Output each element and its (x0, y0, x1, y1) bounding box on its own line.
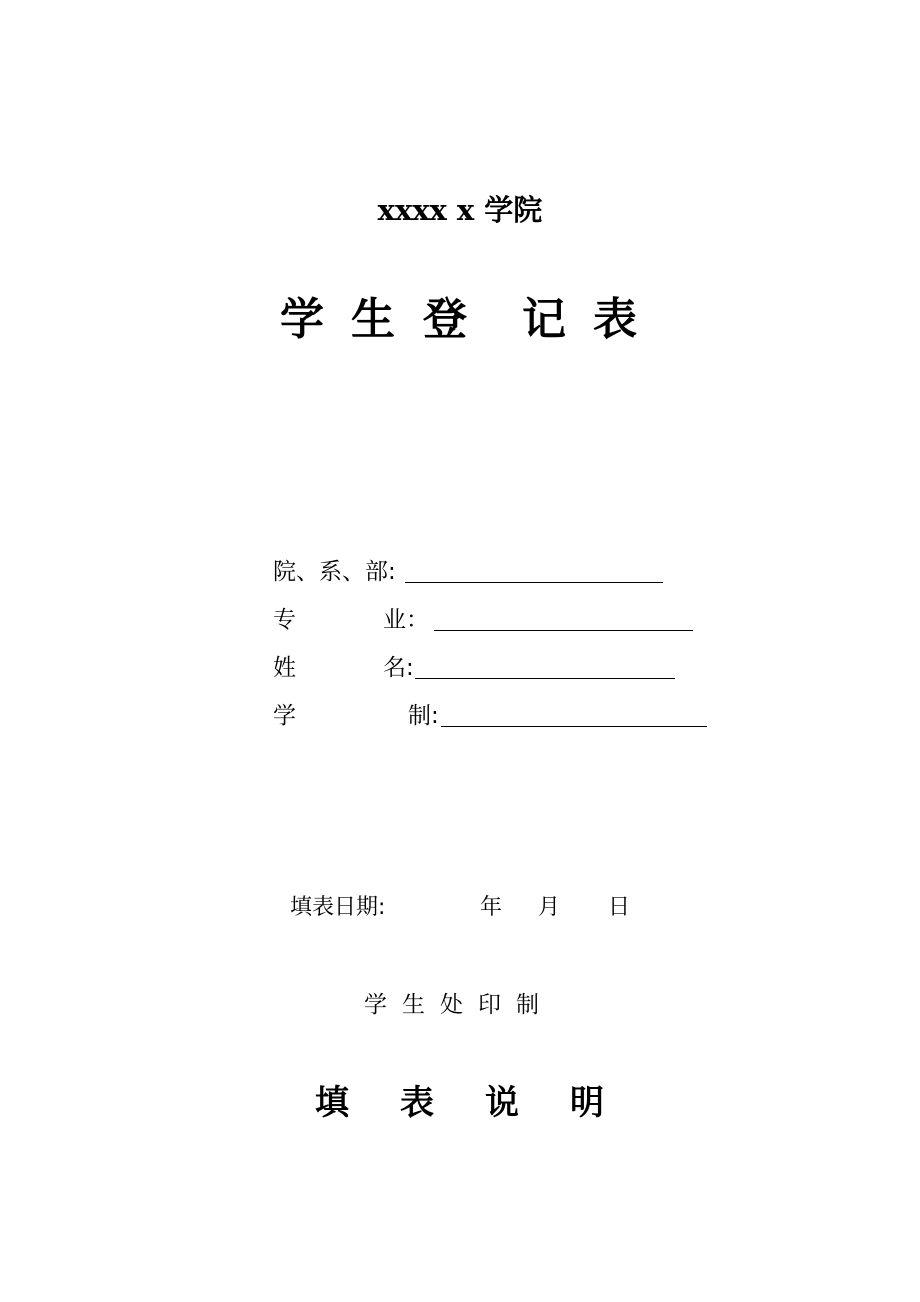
form-title-char: 记 (522, 294, 566, 345)
major-label-part2: 业： (383, 607, 429, 633)
major-label-part1: 专 (273, 607, 296, 633)
printed-by-char: 学 (364, 992, 387, 1018)
name-input-line[interactable] (415, 678, 675, 679)
instructions-title-char: 说 (485, 1083, 519, 1123)
printed-by-char: 制 (516, 992, 539, 1018)
form-title-char: 学 (280, 294, 324, 345)
instructions-title-char: 表 (400, 1083, 434, 1123)
month-label: 月 (538, 895, 561, 920)
name-label-part2: 名: (383, 655, 414, 681)
study-length-label-part2: 制: (408, 703, 439, 729)
study-length-input-line[interactable] (441, 726, 707, 727)
form-title-char: 登 (423, 294, 467, 345)
form-title-char: 生 (351, 294, 395, 345)
department-label: 院、系、部: (273, 559, 396, 585)
printed-by-char: 生 (402, 992, 425, 1018)
year-label: 年 (480, 895, 503, 920)
major-input-line[interactable] (434, 630, 693, 631)
printed-by-char: 处 (440, 992, 463, 1018)
study-length-label-part1: 学 (273, 703, 296, 729)
printed-by-char: 印 (478, 992, 501, 1018)
instructions-title-char: 明 (570, 1083, 604, 1123)
name-label-part1: 姓 (273, 655, 296, 681)
day-label: 日 (608, 895, 631, 920)
college-name: xxxx x 学院 (377, 193, 543, 227)
instructions-title-char: 填 (315, 1083, 349, 1123)
form-title-char: 表 (593, 294, 637, 345)
department-input-line[interactable] (405, 582, 663, 583)
fill-date-label: 填表日期: (290, 895, 386, 920)
